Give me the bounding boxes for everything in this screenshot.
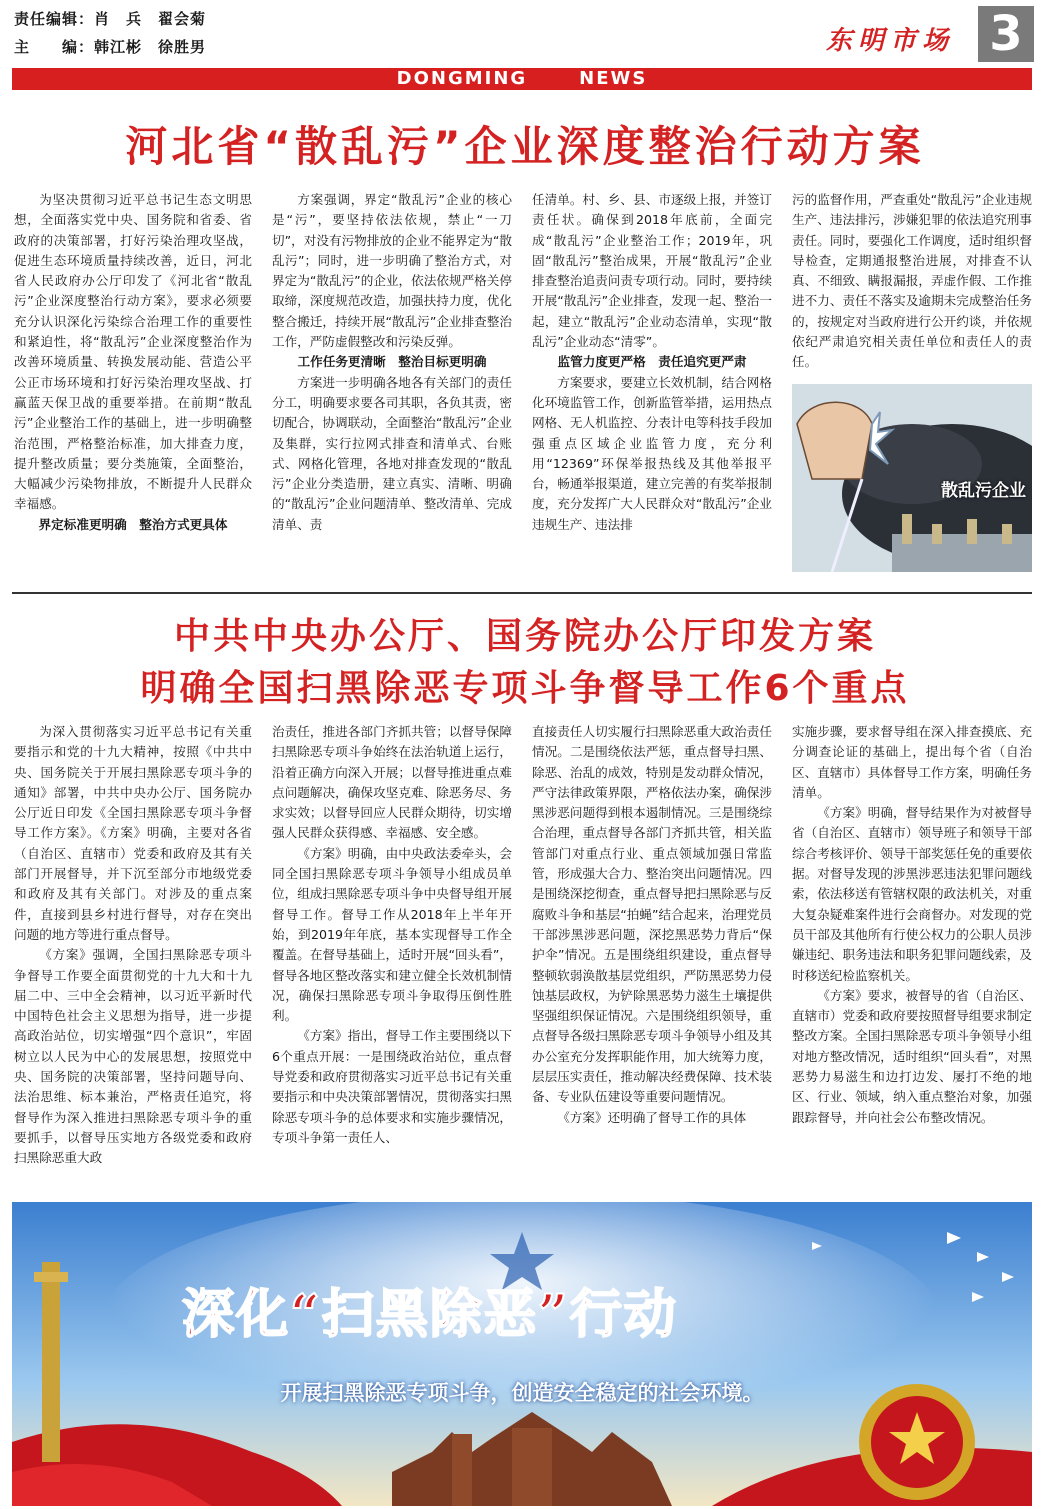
- paragraph: 直接责任人切实履行扫黑除恶重大政治责任情况。二是围绕依法严惩，重点督导扫黑、除恶、治乱的成效，特别是发动群众情况，严守法律政策界限，严格依法办案，确保涉黑涉恶问题得到根本遏制情况。三是围绕综合治理，重点督导各部门齐抓共管，相关监管部门对重点行业、重点领域加强日常监管，形成强大合力、整治突出问题情况。四是围绕深挖彻查，重点督导把扫黑除恶与反腐败斗争和基层“拍蝇”结合起来，治理党员干部涉黑涉恶问题，深挖黑恶势力背后“保护伞”情况。五是围绕组织建设，重点督导整顿软弱涣散基层党组织，严防黑恶势力侵蚀基层政权，为铲除黑恶势力滋生土壤提供坚强组织保证情况。六是围绕组织领导，重点督导各级扫黑除恶专项斗争领导小组及其办公室充分发挥职能作用，加大统筹力度，层层压实责任，推动解决经费保障、技术装备、专业队伍建设等重要问题情况。: [532, 724, 772, 1105]
- paragraph: 《方案》明确，督导结果作为对被督导省（自治区、直辖市）领导班子和领导干部综合考核评价、领导干部奖惩任免的重要依据。对督导发现的涉黑涉恶违法犯罪问题线索，依法移送有管辖权限的政法机关，对重大复杂疑难案件进行会商督办。对发现的党员干部及其他所有行使公权力的公职人员涉嫌违纪、职务违法和职务犯罪问题线索，及时移送纪检监察机关。: [792, 805, 1032, 983]
- paragraph: 为深入贯彻落实习近平总书记有关重要指示和党的十九大精神，按照《中共中央、国务院关于开展扫黑除恶专项斗争的通知》部署，中共中央办公厅、国务院办公厅近日印发《全国扫黑除恶专项斗争督导工作方案》。《方案》明确，主要对各省（自治区、直辖市）党委和政府及其有关部门开展督导，并下沉至部分市地级党委和政府及其有关部门。对涉及的重点案件，直接到县乡村进行督导，对存在突出问题的地方等进行重点督导。: [14, 724, 252, 942]
- paragraph: 方案要求，要建立长效机制，结合网格化环境监管工作，创新监管举措，运用热点网格、无人机监控、分表计电等科技手段加强重点区域企业监管力度，充分利用“12369”环保举报热线及其他举报平台，畅通举报渠道，建立完善的有奖举报制度，充分发挥广大人民群众对“散乱污”企业违规生产、违法排: [532, 374, 772, 532]
- band-right-text: NEWS: [579, 68, 648, 89]
- campaign-banner: [12, 1202, 1032, 1506]
- page-number: 3: [978, 6, 1034, 62]
- paragraph: 方案进一步明确各地各有关部门的责任分工，明确要求要各司其职，各负其责，密切配合，协调联动，全面整治“散乱污”企业及集群，实行拉网式排查和清单式、台账式、网格化管理，各地对排查发现的“散乱污”企业分类造册，建立真实、清晰、明确的“散乱污”企业问题清单、整改清单、完成清单、责: [272, 374, 512, 532]
- paragraph: 《方案》指出，督导工作主要围绕以下6个重点开展：一是围绕政治站位，重点督导党委和政府贯彻落实习近平总书记有关重要指示和中央决策部署情况，贯彻落实扫黑除恶专项斗争的总体要求和实施步骤情况，专项斗争第一责任人、: [272, 1028, 512, 1145]
- paragraph: 任清单。村、乡、县、市逐级上报，并签订责任状。确保到2018年底前，全面完成“散乱污”企业整治工作；2019年，巩固“散乱污”整治成果，开展“散乱污”企业排查整治追责问责专项行动。同时，要持续开展“散乱污”企业排查，发现一起、整治一起，建立“散乱污”企业动态清单，实现“散乱污”企业动态“清零”。: [532, 192, 772, 350]
- banner-title: 深化“扫黑除恶”行动: [182, 1284, 678, 1345]
- paragraph: 实施步骤，要求督导组在深入排查摸底、充分调查论证的基础上，提出每个省（自治区、直辖市）具体督导工作方案，明确任务清单。: [792, 724, 1032, 800]
- band-left-text: DONGMING: [396, 68, 528, 89]
- chief-editor-line: 主 编：韩江彬 徐胜男: [14, 38, 207, 56]
- news-band: [12, 68, 1032, 90]
- paragraph: 《方案》明确，由中央政法委牵头，会同全国扫黑除恶专项斗争领导小组成员单位，组成扫黑除恶专项斗争中央督导组开展督导工作。督导工作从2018年上半年开始，到2019年年底，基本实现督导工作全覆盖。在督导基础上，适时开展“回头看”，督导各地区整改落实和建立健全长效机制情况，确保扫黑除恶专项斗争取得压倒性胜利。: [272, 845, 512, 1024]
- subheading: 界定标准更明确 整治方式更具体: [38, 516, 228, 532]
- paragraph: 《方案》强调，全国扫黑除恶专项斗争督导工作要全面贯彻党的十九大和十九届二中、三中全会精神，以习近平新时代中国特色社会主义思想为指导，进一步提高政治站位，切实增强“四个意识”，牢固树立以人民为中心的发展思想，按照党中央、国务院的决策部署，坚持问题导向、法治思维、标本兼治，严格责任追究，将督导作为深入推进扫黑除恶专项斗争的重要抓手，以督导压实地方各级党委和政府扫黑除恶重大政: [14, 947, 252, 1166]
- article2-column-2: [272, 722, 512, 1148]
- article2-column-1: [14, 722, 252, 1169]
- pollution-illustration: [792, 384, 1032, 572]
- paragraph: 《方案》要求，被督导的省（自治区、直辖市）党委和政府要按照督导组要求制定整改方案。全国扫黑除恶专项斗争领导小组对地方整改情况，适时组织“回头看”，对黑恶势力易滋生和边打边发、屡打不绝的地区、行业、领域，纳入重点整治对象，加强跟踪督导，并向社会公布整改情况。: [792, 987, 1032, 1125]
- article2-title-line2: 明确全国扫黑除恶专项斗争督导工作6个重点: [140, 668, 910, 709]
- article2-title-line1: 中共中央办公厅、国务院办公厅印发方案: [173, 616, 876, 657]
- article1-column-1: [14, 190, 252, 535]
- paragraph: 《方案》还明确了督导工作的具体: [557, 1109, 747, 1125]
- banner-background: [12, 1202, 1032, 1506]
- subheading: 监管力度更严格 责任追究更严肃: [557, 354, 747, 370]
- image-caption: 散乱污企业: [941, 481, 1026, 501]
- paragraph: 治责任，推进各部门齐抓共管；以督导保障扫黑除恶专项斗争始终在法治轨道上运行，沿着正确方向深入开展；以督导推进重点难点问题解决，确保攻坚克难、除恶务尽、务求实效；以督导回应人民群众期待，切实增强人民群众获得感、幸福感、安全感。: [272, 724, 512, 841]
- article1-column-3: [532, 190, 772, 535]
- subheading: 工作任务更清晰 整治目标更明确: [297, 354, 487, 370]
- article2-column-4: [792, 722, 1032, 1128]
- paragraph: 污的监督作用，严查重处“散乱污”企业违规生产、违法排污，涉嫌犯罪的依法追究刑事责任。同时，要强化工作调度，适时组织督导检查，定期通报整治进展，对排查不认真、不细致、瞒报漏报，弄虚作假、工作推进不力、责任不落实及逾期未完成整治任务的，按规定对当政府进行公开约谈，并依规依纪严肃追究相关责任单位和责任人的责任。: [792, 192, 1032, 370]
- paragraph: 方案强调，界定“散乱污”企业的核心是“污”，要坚持依法依规，禁止“一刀切”，对没有污物排放的企业不能界定为“散乱污”；同时，进一步明确了整治方式，对界定为“散乱污”的企业，依法依规严格关停取缔，深度规范改造，加强扶持力度，优化整合搬迁，持续开展“散乱污”企业排查整治工作，严防虚假整改和污染反弹。: [272, 192, 512, 350]
- article1-column-2: [272, 190, 512, 535]
- article1-column-4: [792, 190, 1032, 373]
- editor-line: 责任编辑：肖 兵 翟会菊: [14, 10, 207, 28]
- section-divider: [12, 592, 1032, 594]
- article1-title: 河北省“散乱污”企业深度整治行动方案: [125, 122, 925, 171]
- paper-name: 东明市场: [825, 26, 954, 56]
- article2-column-3: [532, 722, 772, 1128]
- paragraph: 为坚决贯彻习近平总书记生态文明思想，全面落实党中央、国务院和省委、省政府的决策部署，打好污染治理攻坚战，促进生态环境质量持续改善，近日，河北省人民政府办公厅印发了《河北省“散乱污”企业深度整治行动方案》，要求必须要充分认识深化污染综合治理工作的重要性和紧迫性，将“散乱污”企业深度整治作为改善环境质量、转换发展动能、营造公平公正市场环境和打好污染治理攻坚战、打赢蓝天保卫战的重要举措。在前期“散乱污”企业整治工作的基础上，进一步明确整治范围，严格整治标准，加大排查力度，提升整改质量；要分类施策，全面整治，大幅减少污染物排放，不断提升人民群众幸福感。: [14, 192, 252, 512]
- banner-subtitle: 开展扫黑除恶专项斗争，创造安全稳定的社会环境。: [280, 1381, 764, 1405]
